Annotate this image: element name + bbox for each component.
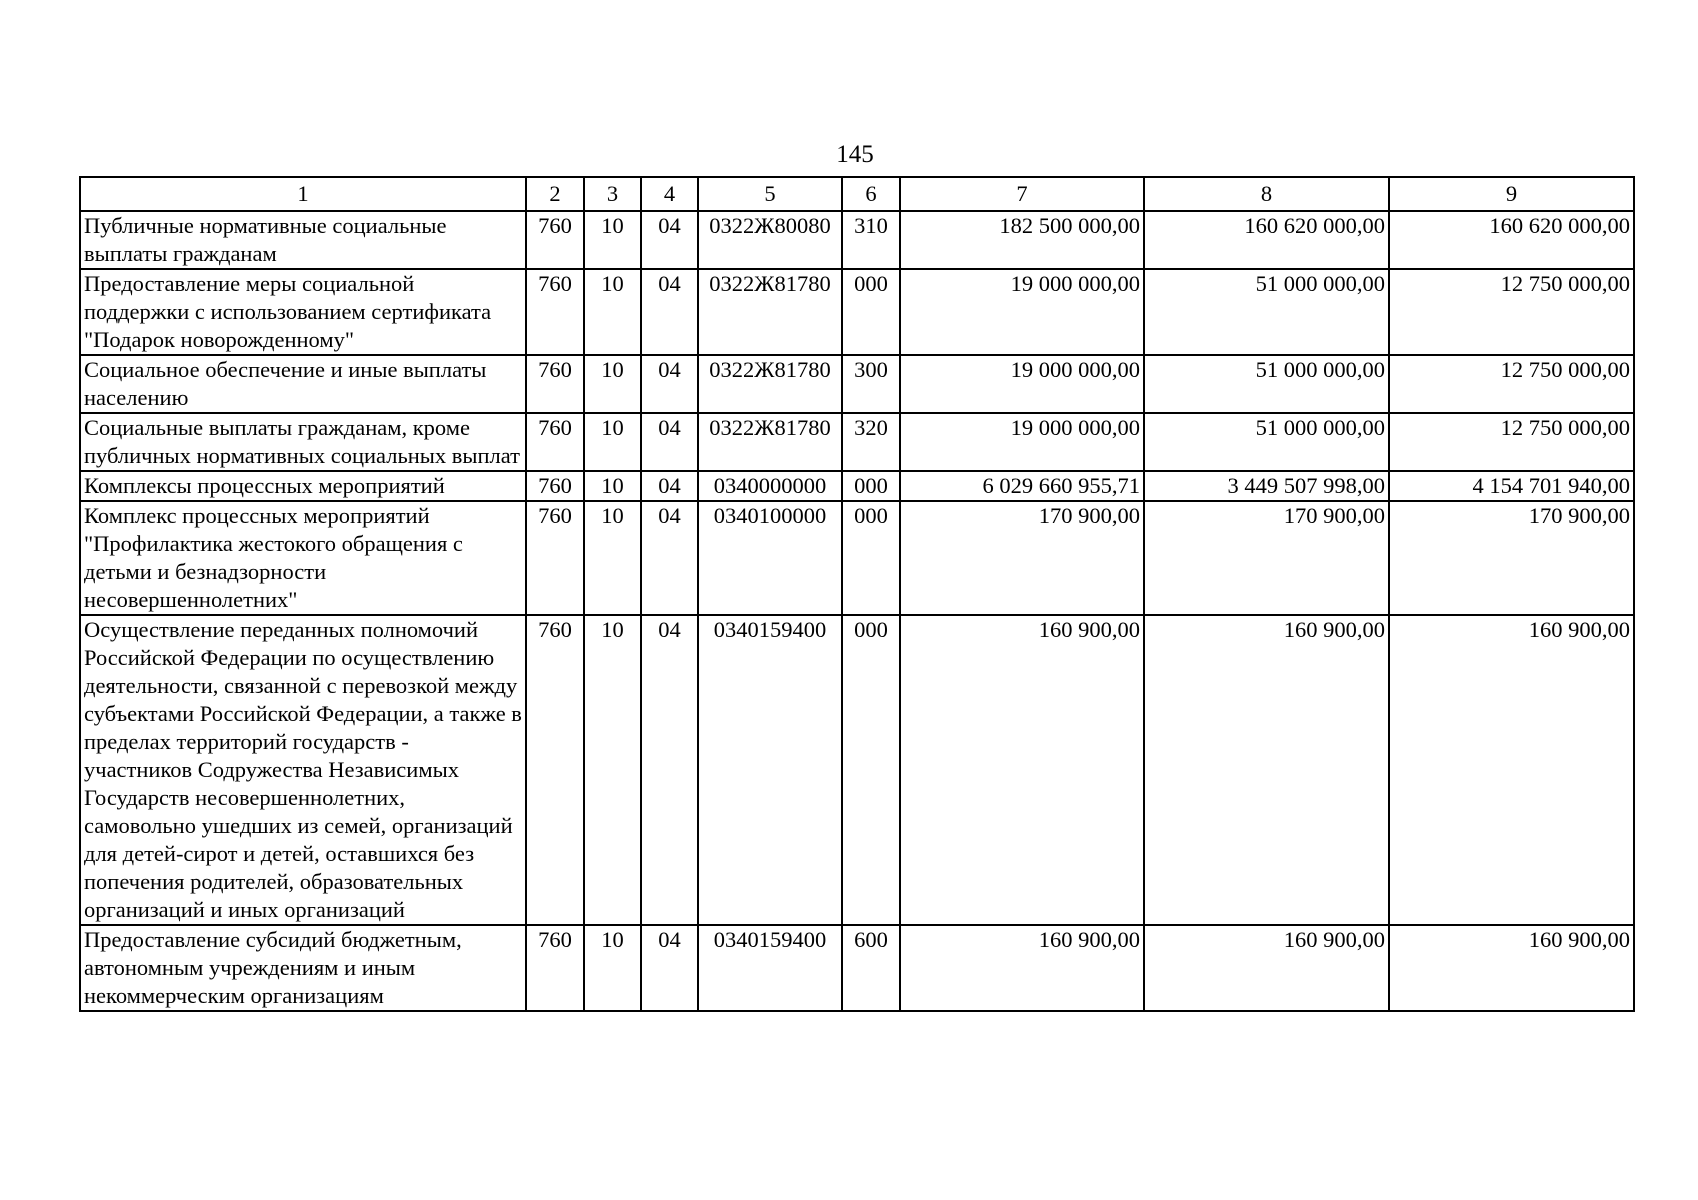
table-row xyxy=(80,355,1634,413)
column-header: 8 xyxy=(1144,177,1389,211)
cell-col2: 760 xyxy=(526,925,584,1011)
table-row xyxy=(80,269,1634,355)
page-number: 145 xyxy=(836,141,874,168)
cell-col3: 10 xyxy=(584,269,641,355)
cell-col3: 10 xyxy=(584,413,641,471)
column-header: 2 xyxy=(526,177,584,211)
cell-col8: 51 000 000,00 xyxy=(1144,355,1389,413)
row-name: Комплекс процессных мероприятий "Профилактика жестокого обращения с детьми и безнадзорности несовершеннолетних" xyxy=(80,501,526,615)
cell-col2: 760 xyxy=(526,471,584,501)
cell-col8: 51 000 000,00 xyxy=(1144,413,1389,471)
cell-col7: 160 900,00 xyxy=(900,615,1144,925)
budget-table xyxy=(79,176,1635,1012)
cell-col4: 04 xyxy=(641,269,698,355)
cell-col2: 760 xyxy=(526,211,584,269)
table-row xyxy=(80,615,1634,925)
column-header: 7 xyxy=(900,177,1144,211)
cell-col3: 10 xyxy=(584,355,641,413)
cell-col8: 160 900,00 xyxy=(1144,615,1389,925)
cell-col5: 0340159400 xyxy=(698,925,842,1011)
cell-col8: 51 000 000,00 xyxy=(1144,269,1389,355)
cell-col6: 600 xyxy=(842,925,900,1011)
row-name: Предоставление меры социальной поддержки с использованием сертификата "Подарок новорожденному" xyxy=(80,269,526,355)
cell-col6: 000 xyxy=(842,471,900,501)
cell-col2: 760 xyxy=(526,269,584,355)
cell-col2: 760 xyxy=(526,501,584,615)
cell-col3: 10 xyxy=(584,471,641,501)
cell-col2: 760 xyxy=(526,413,584,471)
row-name: Публичные нормативные социальные выплаты гражданам xyxy=(80,211,526,269)
cell-col7: 160 900,00 xyxy=(900,925,1144,1011)
cell-col9: 160 900,00 xyxy=(1389,615,1634,925)
table-row xyxy=(80,413,1634,471)
table-row xyxy=(80,501,1634,615)
column-header: 4 xyxy=(641,177,698,211)
cell-col4: 04 xyxy=(641,925,698,1011)
cell-col7: 19 000 000,00 xyxy=(900,355,1144,413)
cell-col6: 310 xyxy=(842,211,900,269)
cell-col5: 0322Ж81780 xyxy=(698,269,842,355)
header-row xyxy=(80,177,1634,211)
row-name: Социальное обеспечение и иные выплаты населению xyxy=(80,355,526,413)
row-name: Комплексы процессных мероприятий xyxy=(80,471,526,501)
cell-col9: 160 900,00 xyxy=(1389,925,1634,1011)
cell-col3: 10 xyxy=(584,615,641,925)
cell-col5: 0322Ж80080 xyxy=(698,211,842,269)
cell-col8: 160 620 000,00 xyxy=(1144,211,1389,269)
cell-col6: 300 xyxy=(842,355,900,413)
cell-col9: 4 154 701 940,00 xyxy=(1389,471,1634,501)
cell-col2: 760 xyxy=(526,355,584,413)
cell-col8: 160 900,00 xyxy=(1144,925,1389,1011)
cell-col9: 160 620 000,00 xyxy=(1389,211,1634,269)
row-name: Осуществление переданных полномочий Российской Федерации по осуществлению деятельности, связанной с перевозкой между субъектами Российской Федерации, а также в пределах территорий государств - участников Содружества Независимых Государств несовершеннолетних, самовольно ушедших из семей, организаций для детей-сирот и детей, оставшихся без попечения родителей, образовательных организаций и иных организаций xyxy=(80,615,526,925)
column-header: 1 xyxy=(80,177,526,211)
cell-col6: 000 xyxy=(842,269,900,355)
cell-col7: 19 000 000,00 xyxy=(900,413,1144,471)
cell-col9: 12 750 000,00 xyxy=(1389,269,1634,355)
cell-col4: 04 xyxy=(641,355,698,413)
column-header: 5 xyxy=(698,177,842,211)
cell-col2: 760 xyxy=(526,615,584,925)
cell-col3: 10 xyxy=(584,211,641,269)
table-row xyxy=(80,211,1634,269)
cell-col4: 04 xyxy=(641,501,698,615)
cell-col4: 04 xyxy=(641,211,698,269)
cell-col3: 10 xyxy=(584,925,641,1011)
cell-col4: 04 xyxy=(641,615,698,925)
row-name: Предоставление субсидий бюджетным, автономным учреждениям и иным некоммерческим организациям xyxy=(80,925,526,1011)
cell-col4: 04 xyxy=(641,413,698,471)
cell-col9: 170 900,00 xyxy=(1389,501,1634,615)
column-header: 6 xyxy=(842,177,900,211)
column-header: 3 xyxy=(584,177,641,211)
cell-col7: 182 500 000,00 xyxy=(900,211,1144,269)
table-row xyxy=(80,925,1634,1011)
cell-col6: 000 xyxy=(842,615,900,925)
cell-col7: 19 000 000,00 xyxy=(900,269,1144,355)
cell-col9: 12 750 000,00 xyxy=(1389,355,1634,413)
cell-col5: 0322Ж81780 xyxy=(698,355,842,413)
cell-col6: 000 xyxy=(842,501,900,615)
cell-col8: 170 900,00 xyxy=(1144,501,1389,615)
cell-col6: 320 xyxy=(842,413,900,471)
row-name: Социальные выплаты гражданам, кроме публичных нормативных социальных выплат xyxy=(80,413,526,471)
cell-col9: 12 750 000,00 xyxy=(1389,413,1634,471)
cell-col5: 0340159400 xyxy=(698,615,842,925)
cell-col7: 170 900,00 xyxy=(900,501,1144,615)
cell-col7: 6 029 660 955,71 xyxy=(900,471,1144,501)
cell-col4: 04 xyxy=(641,471,698,501)
cell-col3: 10 xyxy=(584,501,641,615)
cell-col5: 0322Ж81780 xyxy=(698,413,842,471)
column-header: 9 xyxy=(1389,177,1634,211)
cell-col5: 0340000000 xyxy=(698,471,842,501)
cell-col5: 0340100000 xyxy=(698,501,842,615)
cell-col8: 3 449 507 998,00 xyxy=(1144,471,1389,501)
table-row xyxy=(80,471,1634,501)
